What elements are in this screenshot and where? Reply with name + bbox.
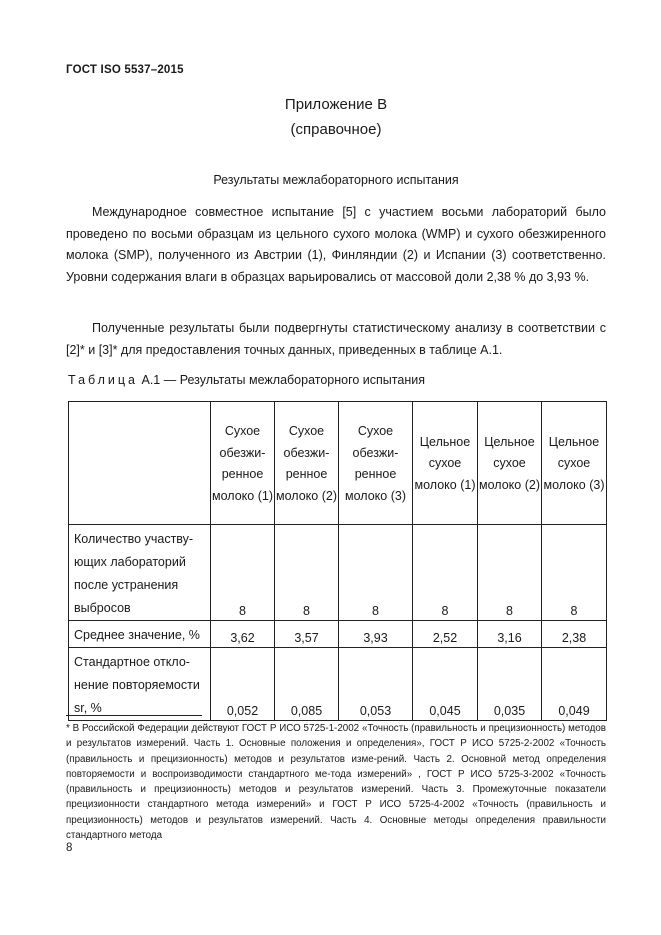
- table-caption: [68, 373, 425, 387]
- paragraph-intro: Международное совместное испытание [5] с участием восьми лабораторий было проведено по восьми образцам из цельного сухого молока (WMP) и сухого обезжиренного молока (SMP), полученного из Австрии (1), Финляндии (2) и Испании (3) соответственно. Уровни содержания влаги в образцах варьировались от массовой доли 2,38 % до 3,93 %.: [66, 205, 606, 284]
- header-cell-smp-2: Сухое обезжи-ренное молоко (2): [275, 402, 339, 525]
- table-cell: 3,16: [478, 621, 542, 648]
- page-number: 8: [66, 842, 73, 854]
- table-row: [69, 648, 607, 721]
- section-title: Результаты межлабораторного испытания: [213, 173, 459, 187]
- results-table: [68, 401, 607, 721]
- footnote-divider: [66, 715, 202, 716]
- footnote: * В Российской Федерации действуют ГОСТ Р ИСО 5725-1-2002 «Точность (правильность и прецизионность) методов и результатов измерений. Часть 1. Основные положения и определения», ГОСТ Р ИСО 5725-2-2002 «Точность (правильность и прецизионность) методов и результатов изме-рений. Часть 2. Основной метод определения повторяемости и воспроизводимости стандартного ме-тода измерений» , ГОСТ Р ИСО 5725-3-2002 «Точность (правильность и прецизионность) методов и результатов измерений. Часть 3. Промежуточные показатели прецизионности стандартного метода измерений» и ГОСТ Р ИСО 5725-4-2002 «Точность (правильность и прецизионность) методов и результатов измерений. Часть 4. Основные методы определения правильности стандартного метода: [66, 723, 606, 842]
- appendix-subtitle: (справочное): [290, 121, 382, 138]
- table-cell: 8: [542, 525, 607, 621]
- header-cell-wmp-3: Цельное сухое молоко (3): [542, 402, 607, 525]
- table-cell: 0,049: [542, 648, 607, 721]
- table-caption-prefix: Таблица: [68, 373, 139, 387]
- standard-header: ГОСТ ISO 5537–2015: [66, 64, 184, 76]
- table-cell: 0,052: [211, 648, 275, 721]
- row-label-mean: Среднее значение, %: [69, 621, 211, 648]
- table-cell: 3,57: [275, 621, 339, 648]
- header-cell-smp-3: Сухое обезжи-ренное молоко (3): [339, 402, 413, 525]
- table-cell: 2,52: [413, 621, 478, 648]
- table-cell: 2,38: [542, 621, 607, 648]
- table-cell: 3,93: [339, 621, 413, 648]
- header-cell-wmp-1: Цельное сухое молоко (1): [413, 402, 478, 525]
- table-cell: 0,085: [275, 648, 339, 721]
- table-row: [69, 525, 607, 621]
- table-cell: 8: [478, 525, 542, 621]
- row-label-labs: Количество участву-ющих лабораторий после устранения выбросов: [69, 525, 211, 621]
- table-cell: 3,62: [211, 621, 275, 648]
- row-label-repeatability: Стандартное откло-нение повторяемости sr, %: [69, 648, 211, 721]
- table-cell: 8: [413, 525, 478, 621]
- table-row: [69, 621, 607, 648]
- table-caption-text: А.1 — Результаты межлабораторного испытания: [138, 373, 425, 387]
- table-cell: 8: [275, 525, 339, 621]
- table-cell: 0,045: [413, 648, 478, 721]
- header-cell-blank: [69, 402, 211, 525]
- table-cell: 8: [211, 525, 275, 621]
- table-header-row: [69, 402, 607, 525]
- header-cell-wmp-2: Цельное сухое молоко (2): [478, 402, 542, 525]
- header-cell-smp-1: Сухое обезжи-ренное молоко (1): [211, 402, 275, 525]
- appendix-title: Приложение В: [284, 96, 388, 113]
- table-cell: 8: [339, 525, 413, 621]
- table-cell: 0,035: [478, 648, 542, 721]
- table-cell: 0,053: [339, 648, 413, 721]
- paragraph-analysis: Полученные результаты были подвергнуты статистическому анализу в соответствии с [2]* и [3]* для предоставления точных данных, приведенных в таблице А.1.: [66, 321, 606, 357]
